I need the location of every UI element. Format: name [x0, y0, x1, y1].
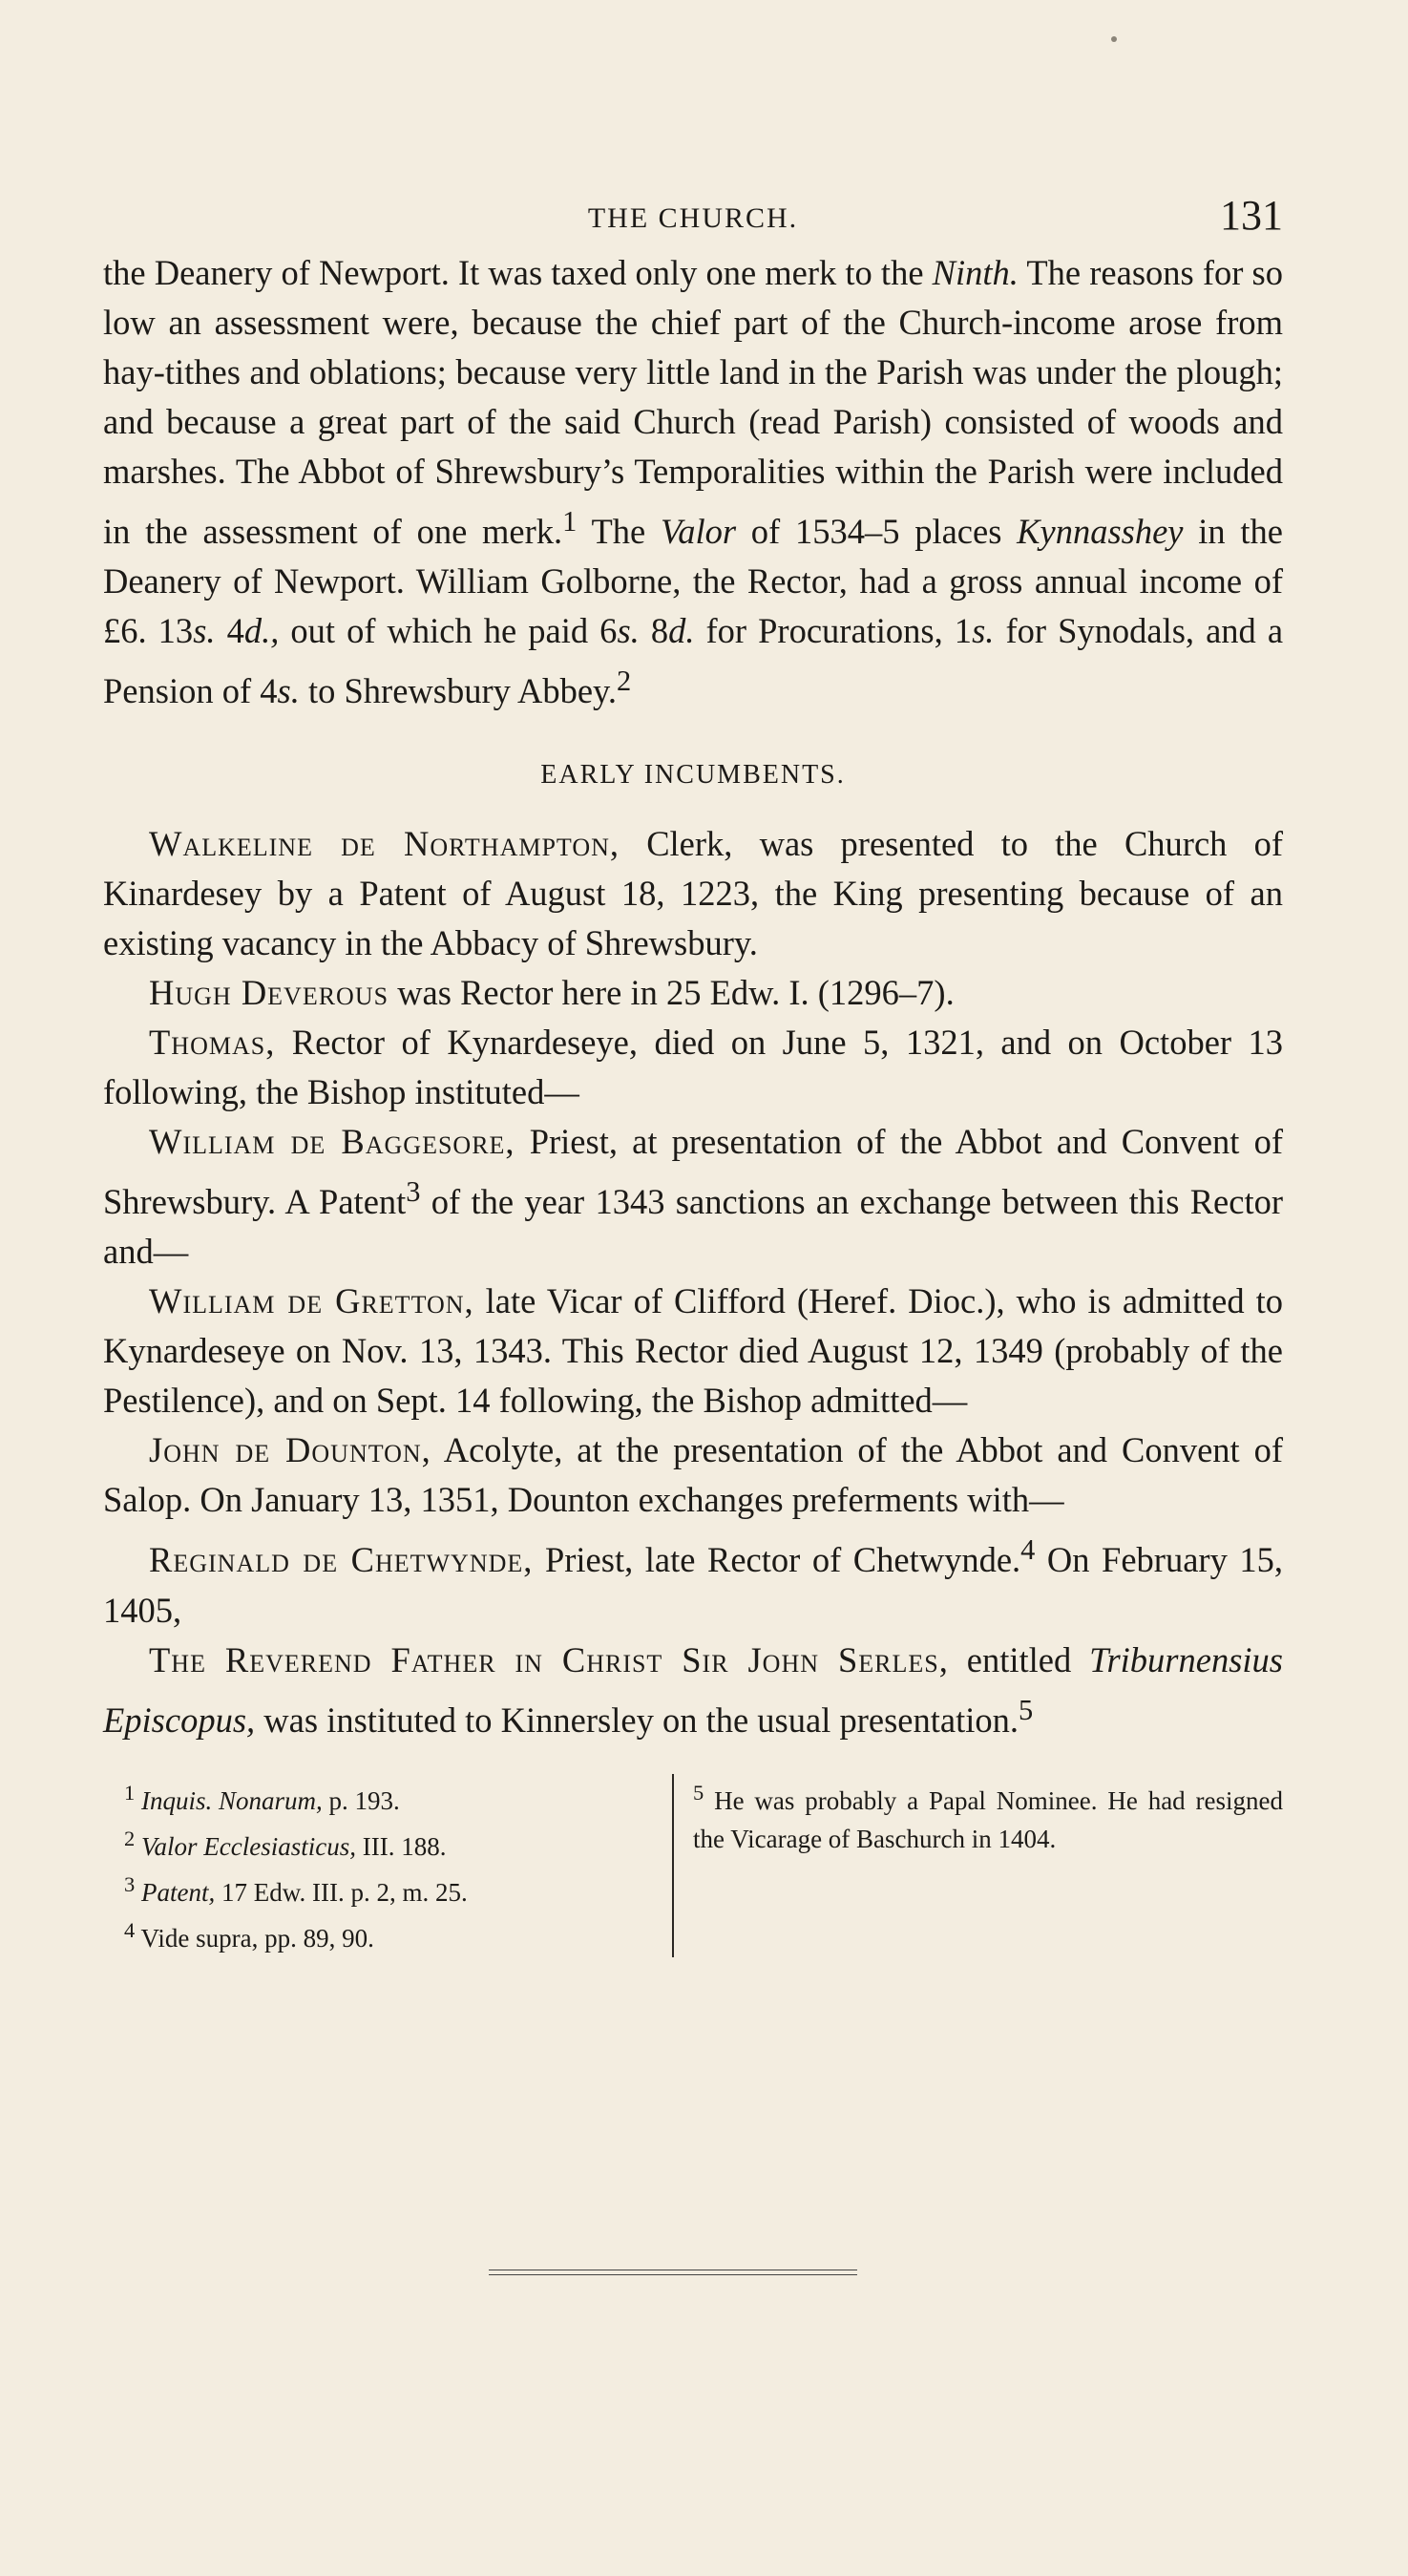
closing-rule — [489, 2270, 857, 2275]
incumbent-entry: The Reverend Father in Christ Sir John Serles, entitled Triburnensius Episcopus, was instituted to Kinnersley on the usual presentation.$^5$ — [103, 1639, 1284, 1740]
page-speck — [1111, 36, 1117, 42]
incumbent-name: John de Dounton, — [149, 1430, 431, 1470]
footnote: $^2$ Valor Ecclesiasticus, III. 188. — [124, 1826, 447, 1861]
footnote-ref: 3 — [406, 1175, 421, 1209]
footnote: $^3$ Patent, 17 Edw. III. p. 2, m. 25. — [124, 1871, 468, 1907]
incumbent-name: Reginald de Chetwynde, — [149, 1540, 534, 1580]
section-heading: EARLY INCUMBENTS. — [540, 760, 846, 791]
incumbent-name: William de Baggesore, — [149, 1122, 515, 1162]
incumbent-name: Thomas, — [149, 1023, 276, 1063]
incumbent-entry: Reginald de Chetwynde, Priest, late Rector of Chetwynde.$^4$ On February 15, 1405, — [103, 1533, 1283, 1630]
page-number: 131 — [1220, 192, 1283, 239]
footnote-ref: 4 — [1020, 1533, 1036, 1567]
running-head — [103, 191, 1283, 248]
incumbent-entry: William de Gretton, late Vicar of Clifford (Heref. Dioc.), who is admitted to Kynardeseye on Nov. 13, 1343. This Rector died August 12, 1349 (probably of the Pestilence), and on Sept. 14 following, the Bishop admitted— — [103, 1281, 1283, 1421]
footnote: $^4$ Vide supra, pp. 89, 90. — [124, 1917, 374, 1953]
incumbent-name: Hugh Deverous — [149, 973, 389, 1013]
incumbent-entry: Walkeline de Northampton, Clerk, was presented to the Church of Kinardesey by a Patent of August 18, 1223, the King presenting because of an existing vacancy in the Abbacy of Shrewsbury. — [103, 824, 1283, 963]
book-page — [103, 191, 1283, 1957]
footnote-ref: 2 — [617, 665, 632, 698]
incumbent-name: The Reverend Father in Christ Sir John Serles, — [149, 1639, 949, 1679]
incumbent-name: Walkeline de Northampton, — [149, 824, 620, 864]
intro-paragraph: the Deanery of Newport. It was taxed only one merk to the Ninth. The reasons for so low an assessment were, because the chief part of the Church-income arose from hay-tithes and oblations; because very little land in the Parish was under the plough; and because a great part of the said Church (read Parish) consisted of woods and marshes. The Abbot of Shrewsbury’s Temporalities within the Parish were included in the assessment of one merk.$^1$ The Valor of 1534–5 places Kynnasshey in the Deanery of Newport. William Golborne, the Rector, had a gross annual income of £6. 13s. 4d., out of which he paid 6s. 8d. for Procurations, 1s. for Synodals, and a Pension of 4s. to Shrewsbury Abbey.$^2$ — [103, 253, 1284, 711]
footnote: $^5$ He was probably a Papal Nominee. He had resigned the Vicarage of Baschurch in 1404. — [693, 1780, 1283, 1853]
footnote: $^1$ Inquis. Nonarum, p. 193. — [124, 1780, 400, 1815]
body-text — [103, 248, 1283, 1745]
running-title: THE CHURCH. — [587, 202, 799, 234]
footnotes-right-column — [672, 1774, 1283, 1957]
incumbent-entry: John de Dounton, Acolyte, at the presentation of the Abbot and Convent of Salop. On January 13, 1351, Dounton exchanges preferments with— — [103, 1430, 1283, 1520]
incumbent-entry: Hugh Deverous was Rector here in 25 Edw. I. (1296–7). — [149, 973, 955, 1013]
footnotes-left-column — [103, 1774, 672, 1957]
incumbent-name: William de Gretton, — [149, 1281, 474, 1321]
footnote-ref: 1 — [562, 505, 578, 538]
footnotes — [103, 1774, 1283, 1957]
incumbent-entry: Thomas, Rector of Kynardeseye, died on June 5, 1321, and on October 13 following, the Bishop instituted— — [103, 1023, 1283, 1112]
incumbent-entry: William de Baggesore, Priest, at presentation of the Abbot and Convent of Shrewsbury. A Patent$^3$ of the year 1343 sanctions an exchange between this Rector and— — [103, 1122, 1283, 1272]
footnote-ref: 5 — [1018, 1693, 1034, 1726]
